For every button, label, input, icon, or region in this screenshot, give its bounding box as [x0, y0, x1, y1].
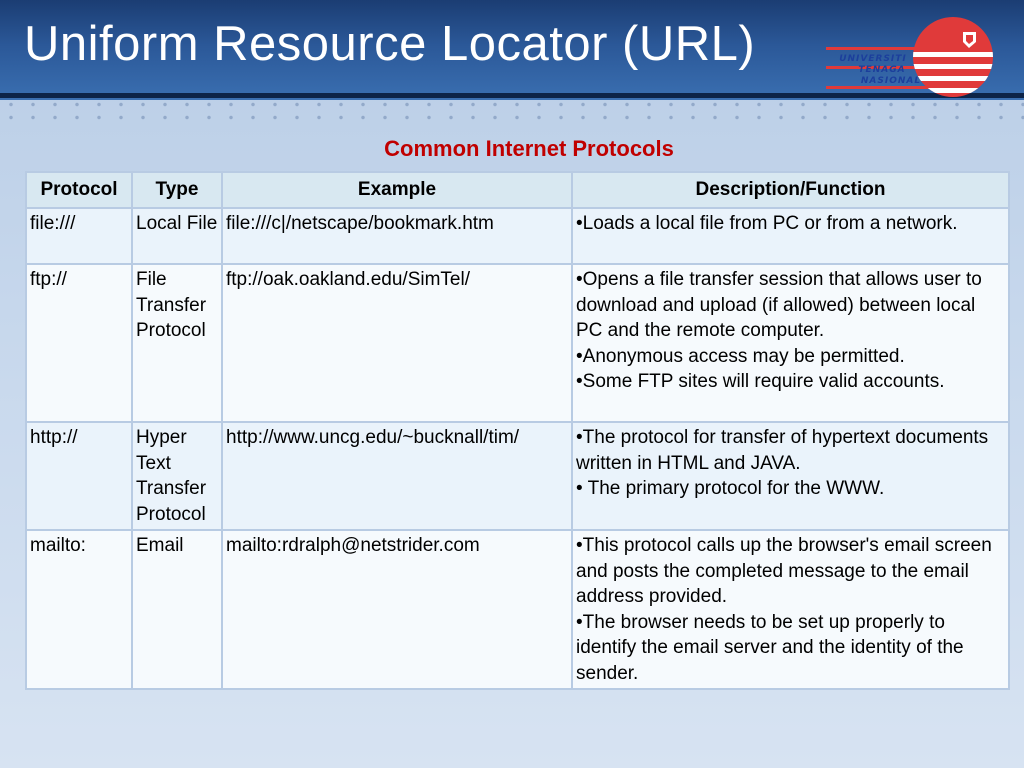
cell-description	[572, 422, 1009, 530]
column-header-description: Description/Function	[572, 172, 1009, 208]
cell-description	[572, 264, 1009, 422]
column-header-protocol: Protocol	[26, 172, 132, 208]
cell-description	[572, 530, 1009, 689]
cell-type: File Transfer Protocol	[132, 264, 222, 422]
logo-line: TENAGA	[858, 65, 906, 75]
cell-protocol: ftp://	[26, 264, 132, 422]
logo-line: UNIVERSITI	[839, 54, 907, 64]
slide-title: Uniform Resource Locator (URL)	[24, 17, 756, 71]
cell-example: mailto:rdralph@netstrider.com	[222, 530, 572, 689]
university-logo	[818, 12, 1018, 102]
description-bullet: •Opens a file transfer session that allows user to download and upload (if allowed) between local PC and the remote computer.	[576, 269, 982, 341]
column-header-example: Example	[222, 172, 572, 208]
logo-line: NASIONAL	[860, 76, 922, 86]
column-header-type: Type	[132, 172, 222, 208]
table-row	[26, 264, 1009, 422]
description-bullet: • The primary protocol for the WWW.	[576, 478, 885, 499]
cell-protocol: http://	[26, 422, 132, 530]
slide-subtitle: Common Internet Protocols	[384, 136, 674, 161]
protocols-table	[25, 171, 1010, 690]
table-row	[26, 530, 1009, 689]
description-bullet: •Loads a local file from PC or from a network.	[576, 213, 958, 234]
description-bullet: •The browser needs to be set up properly to identify the email server and the identity of the sender.	[576, 611, 964, 684]
cell-description	[572, 208, 1009, 264]
logo-wordmark	[818, 54, 928, 87]
table-row	[26, 208, 1009, 264]
table-header-row	[26, 172, 1009, 208]
cell-protocol: file:///	[26, 208, 132, 264]
cell-type: Hyper Text Transfer Protocol	[132, 422, 222, 530]
description-bullet: •Some FTP sites will require valid accounts.	[576, 371, 945, 392]
description-bullet: •This protocol calls up the browser's email screen and posts the completed message to the email address provided.	[576, 535, 992, 607]
cell-type: Local File	[132, 208, 222, 264]
cell-type: Email	[132, 530, 222, 689]
description-bullet: •Anonymous access may be permitted.	[576, 345, 905, 367]
cell-protocol: mailto:	[26, 530, 132, 689]
description-bullet: •The protocol for transfer of hypertext documents written in HTML and JAVA.	[576, 427, 989, 474]
table-row	[26, 422, 1009, 530]
cell-example: http://www.uncg.edu/~bucknall/tim/	[222, 422, 572, 530]
cell-example: file:///c|/netscape/bookmark.htm	[222, 208, 572, 264]
cell-example: ftp://oak.oakland.edu/SimTel/	[222, 264, 572, 422]
